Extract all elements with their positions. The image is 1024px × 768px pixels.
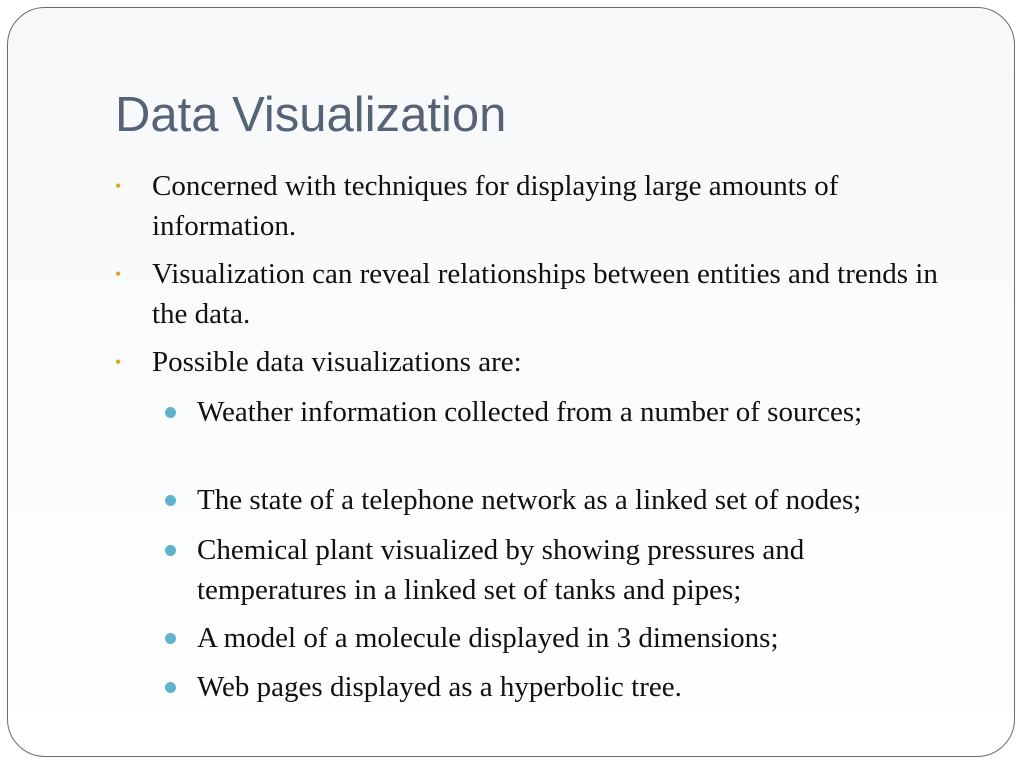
sub-bullet-icon <box>165 495 176 506</box>
bullet-item <box>115 342 972 382</box>
bullet-text: Visualization can reveal relationships between entities and trends in the data. <box>152 258 938 330</box>
sub-bullet-icon <box>165 633 176 644</box>
bullet-icon: • <box>115 352 122 372</box>
sub-bullet-item <box>197 618 987 658</box>
bullet-item <box>115 254 972 334</box>
sub-bullet-text: Weather information collected from a number of sources; <box>197 396 863 428</box>
bullet-item <box>115 166 972 246</box>
bullet-text: Possible data visualizations are: <box>152 346 522 378</box>
sub-bullet-icon <box>165 545 176 556</box>
sub-bullet-icon <box>165 682 176 693</box>
sub-bullet-item <box>197 480 987 520</box>
slide-title: Data Visualization <box>115 88 507 142</box>
sub-bullet-text: A model of a molecule displayed in 3 dimensions; <box>197 622 779 654</box>
bullet-text: Concerned with techniques for displaying large amounts of information. <box>152 170 839 242</box>
sub-bullet-icon <box>165 407 176 418</box>
bullet-icon: • <box>115 264 122 284</box>
sub-bullet-text: Chemical plant visualized by showing pressures and temperatures in a linked set of tanks and pipes; <box>197 534 805 606</box>
sub-bullet-text: Web pages displayed as a hyperbolic tree. <box>197 671 682 703</box>
sub-bullet-item <box>197 530 917 610</box>
sub-bullet-item <box>197 667 987 707</box>
bullet-icon: • <box>115 176 122 196</box>
sub-bullet-item <box>197 392 897 432</box>
sub-bullet-text: The state of a telephone network as a linked set of nodes; <box>197 484 862 516</box>
